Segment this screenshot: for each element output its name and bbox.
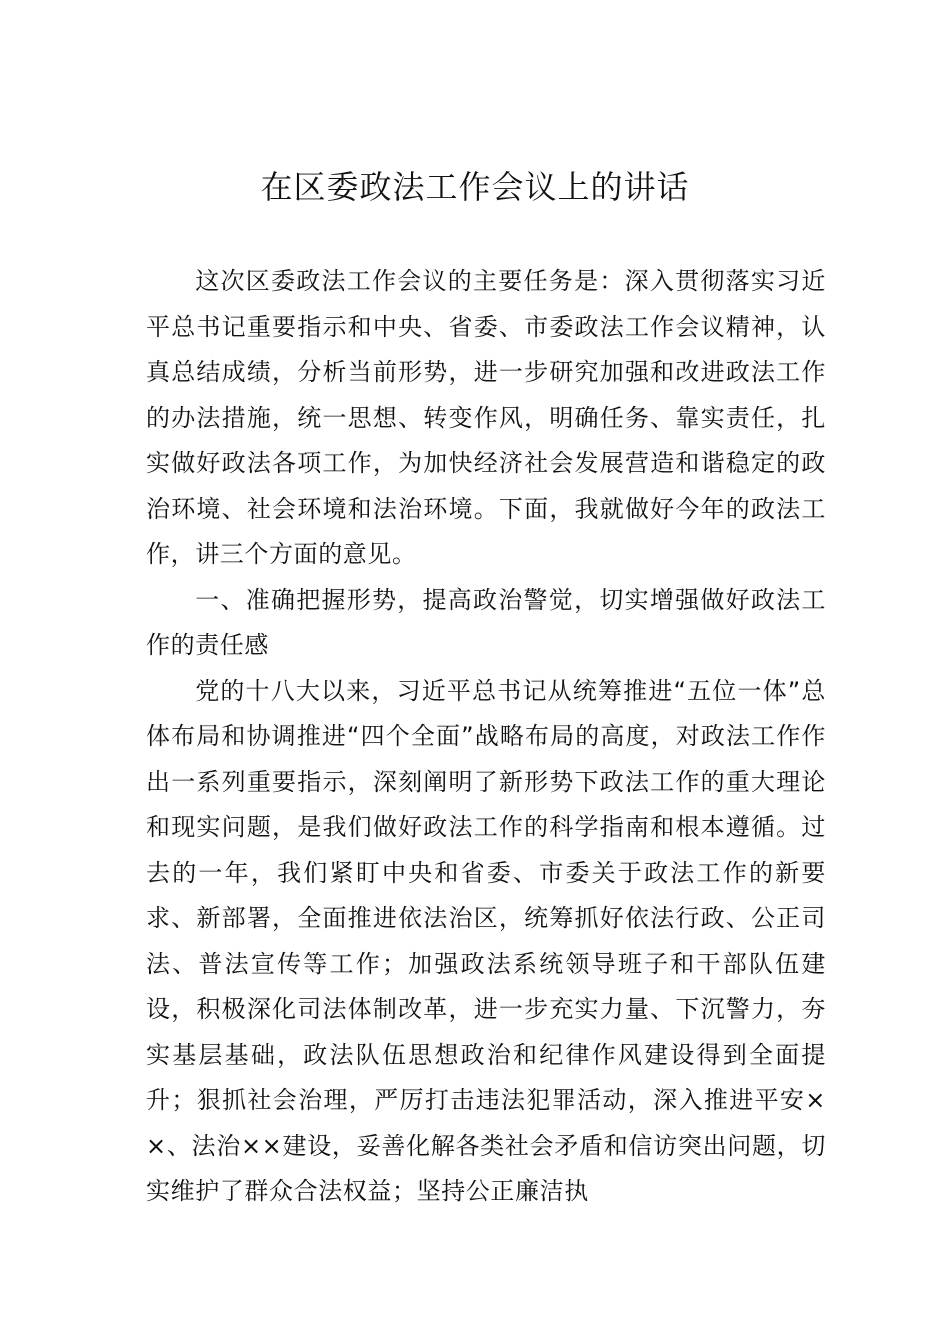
document-body [146,259,826,1215]
document-title: 在区委政法工作会议上的讲话 [260,168,690,206]
paragraph-section-1: 党的十八大以来，习近平总书记从统筹推进“五位一体”总体布局和协调推进“四个全面”战略布局的高度，对政法工作作出一系列重要指示，深刻阐明了新形势下政法工作的重大理论和现实问题，是我们做好政法工作的科学指南和根本遵循。过去的一年，我们紧盯中央和省委、市委关于政法工作的新要求、新部署，全面推进依法治区，统筹抓好依法行政、公正司法、普法宣传等工作；加强政法系统领导班子和干部队伍建设，积极深化司法体制改革，进一步充实力量、下沉警力，夯实基层基础，政法队伍思想政治和纪律作风建设得到全面提升；狠抓社会治理，严厉打击违法犯罪活动，深入推进平安××、法治××建设，妥善化解各类社会矛盾和信访突出问题，切实维护了群众合法权益；坚持公正廉洁执 [146,676,826,1205]
paragraph-intro: 这次区委政法工作会议的主要任务是：深入贯彻落实习近平总书记重要指示和中央、省委、市委政法工作会议精神，认真总结成绩，分析当前形势，进一步研究加强和改进政法工作的办法措施，统一思想、转变作风，明确任务、靠实责任，扎实做好政法各项工作，为加快经济社会发展营造和谐稳定的政治环境、社会环境和法治环境。下面，我就做好今年的政法工作，讲三个方面的意见。 [146,267,826,568]
section-heading-1: 一、准确把握形势，提高政治警觉，切实增强做好政法工作的责任感 [146,585,826,659]
